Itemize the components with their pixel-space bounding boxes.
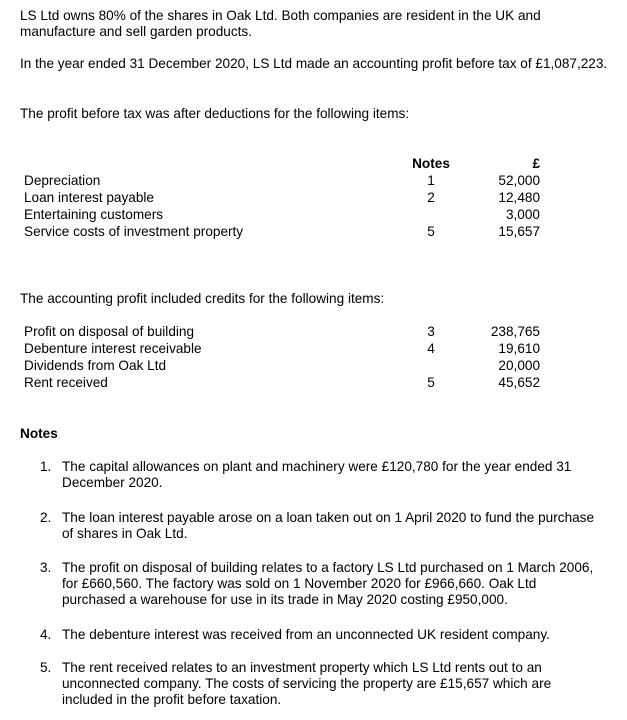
table-row bbox=[0, 173, 627, 189]
note-text: The loan interest payable arose on a loan taken out on 1 April 2020 to fund the purchase of shares in Oak Ltd. bbox=[62, 510, 595, 541]
note-number: 5. bbox=[40, 660, 52, 675]
table-row bbox=[0, 224, 627, 240]
amount-column-header: £ bbox=[532, 156, 540, 171]
note-number: 3. bbox=[40, 560, 52, 575]
table-row bbox=[0, 324, 627, 340]
row-amount: 12,480 bbox=[498, 190, 540, 205]
row-amount: 45,652 bbox=[498, 375, 540, 390]
notes-column-header: Notes bbox=[412, 156, 450, 171]
table-row bbox=[0, 375, 627, 391]
row-amount: 20,000 bbox=[498, 358, 540, 373]
row-label: Loan interest payable bbox=[24, 190, 154, 205]
row-amount: 15,657 bbox=[498, 224, 540, 239]
notes-heading: Notes bbox=[20, 426, 58, 441]
row-note: 5 bbox=[427, 224, 435, 239]
note-text: The capital allowances on plant and machinery were £120,780 for the year ended 31 December 2020. bbox=[62, 459, 572, 490]
credits-intro-paragraph: The accounting profit included credits for the following items: bbox=[20, 291, 385, 306]
note-number: 1. bbox=[40, 459, 52, 474]
row-note: 1 bbox=[427, 173, 435, 188]
note-number: 2. bbox=[40, 510, 52, 525]
row-note: 3 bbox=[427, 324, 435, 339]
row-label: Dividends from Oak Ltd bbox=[24, 358, 167, 373]
row-label: Depreciation bbox=[24, 173, 101, 188]
row-label: Rent received bbox=[24, 375, 108, 390]
row-label: Entertaining customers bbox=[24, 207, 164, 222]
table-row bbox=[0, 207, 627, 223]
row-label: Service costs of investment property bbox=[24, 224, 244, 239]
row-amount: 3,000 bbox=[505, 207, 540, 222]
table-row bbox=[0, 358, 627, 374]
row-amount: 19,610 bbox=[498, 341, 540, 356]
table-row bbox=[0, 341, 627, 357]
note-number: 4. bbox=[40, 627, 52, 642]
note-text: The rent received relates to an investment property which LS Ltd rents out to an unconnected company. The costs of servicing the property are £15,657 which are included in the profit before taxation. bbox=[62, 660, 552, 707]
deductions-header-row bbox=[0, 156, 627, 172]
row-label: Profit on disposal of building bbox=[24, 324, 195, 339]
row-label: Debenture interest receivable bbox=[24, 341, 202, 356]
intro-paragraph-ownership: LS Ltd owns 80% of the shares in Oak Ltd. Both companies are resident in the UK and manufacture and sell garden products. bbox=[20, 8, 541, 39]
row-amount: 52,000 bbox=[498, 173, 540, 188]
row-note: 5 bbox=[427, 375, 435, 390]
row-amount: 238,765 bbox=[490, 324, 540, 339]
row-note: 4 bbox=[427, 341, 435, 356]
row-note: 2 bbox=[427, 190, 435, 205]
note-text: The debenture interest was received from an unconnected UK resident company. bbox=[62, 627, 550, 642]
intro-paragraph-profit: In the year ended 31 December 2020, LS Ltd made an accounting profit before tax of £1,087,223. bbox=[20, 56, 608, 71]
note-text: The profit on disposal of building relates to a factory LS Ltd purchased on 1 March 2006, for £660,560. The factory was sold on 1 November 2020 for £966,660. Oak Ltd purchased a warehouse for use in its trade in May 2020 costing £950,000. bbox=[62, 560, 594, 607]
intro-paragraph-deductions: The profit before tax was after deductions for the following items: bbox=[20, 106, 410, 121]
table-row bbox=[0, 190, 627, 206]
